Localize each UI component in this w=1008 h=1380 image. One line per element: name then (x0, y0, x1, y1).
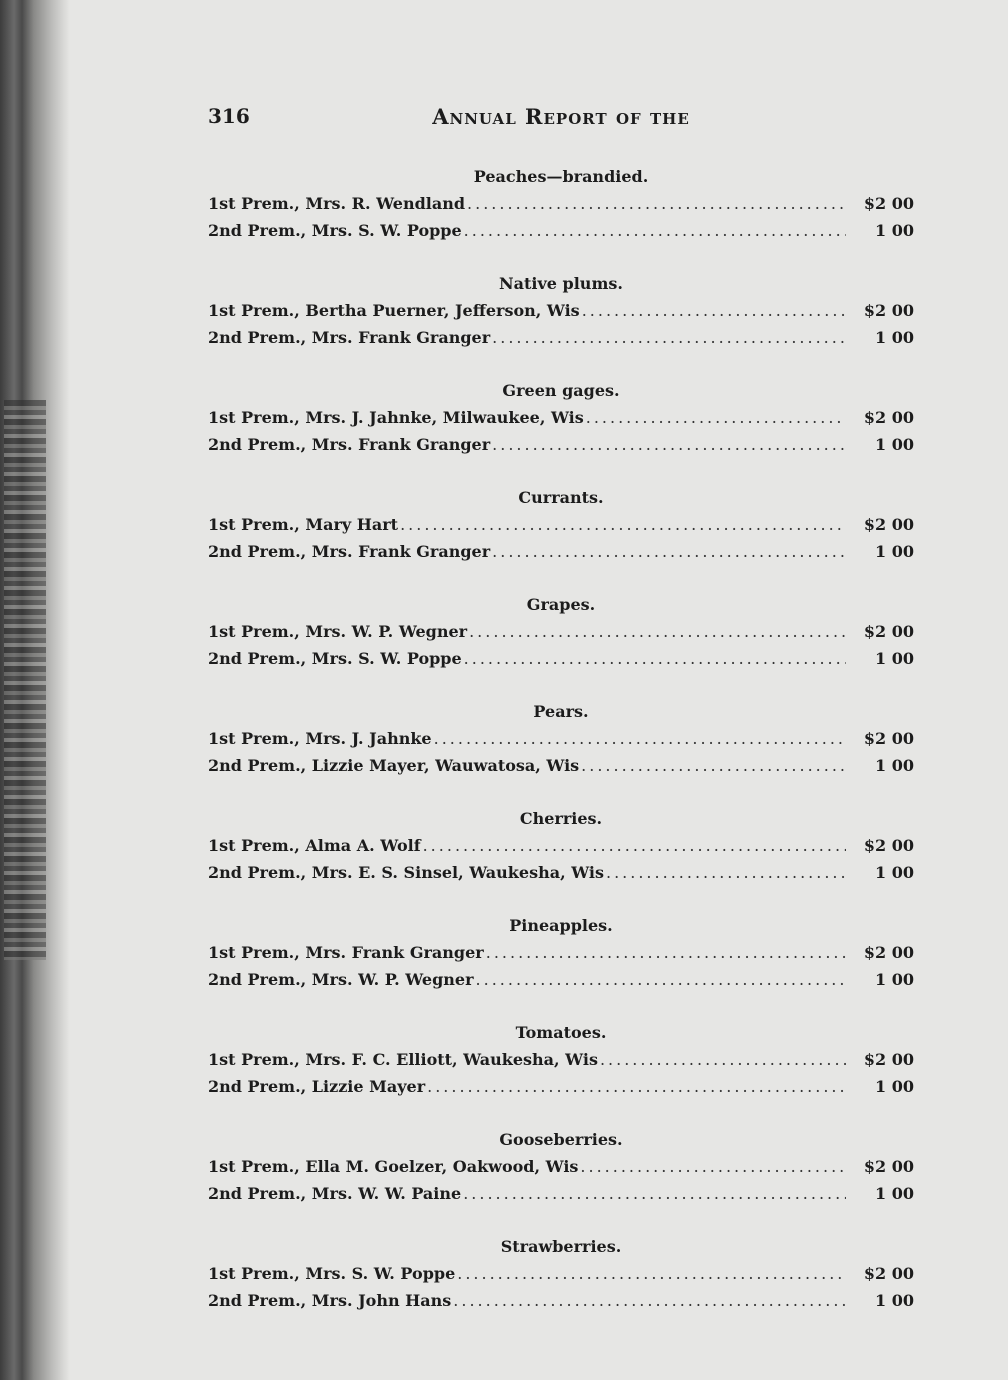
dot-leader (492, 431, 846, 458)
dot-leader (580, 1153, 846, 1180)
premium-section (208, 378, 914, 485)
premium-entry (208, 1153, 914, 1180)
section-title: Gooseberries. (499, 1130, 623, 1149)
entry-winner: 1st Prem., Alma A. Wolf (208, 836, 421, 855)
page-number: 316 (208, 104, 250, 128)
entry-winner: 1st Prem., Bertha Puerner, Jefferson, Wis (208, 301, 580, 320)
entry-amount: $2 00 (863, 194, 914, 213)
section-title: Pineapples. (509, 916, 613, 935)
dot-leader (469, 618, 846, 645)
section-title: Tomatoes. (515, 1023, 607, 1042)
entry-amount: $2 00 (863, 729, 914, 748)
section-title: Peaches—brandied. (473, 167, 649, 186)
premium-section (208, 164, 914, 271)
dot-leader (492, 324, 846, 351)
premium-section (208, 592, 914, 699)
running-head: Annual Report of the (432, 104, 690, 129)
dot-leader (434, 725, 846, 752)
entry-winner: 2nd Prem., Mrs. S. W. Poppe (208, 649, 462, 668)
entry-winner: 1st Prem., Mrs. Frank Granger (208, 943, 484, 962)
premium-section (208, 271, 914, 378)
premium-section (208, 806, 914, 913)
entry-winner: 1st Prem., Mrs. J. Jahnke, Milwaukee, Wis (208, 408, 584, 427)
premium-entry (208, 618, 914, 645)
entry-amount: 1 00 (875, 328, 914, 347)
binding-texture (4, 400, 46, 960)
entry-winner: 2nd Prem., Mrs. W. P. Wegner (208, 970, 474, 989)
page (208, 0, 914, 1380)
premium-entry (208, 1046, 914, 1073)
premium-entry (208, 645, 914, 672)
entry-winner: 2nd Prem., Mrs. W. W. Paine (208, 1184, 462, 1203)
entry-winner: 2nd Prem., Lizzie Mayer (208, 1077, 426, 1096)
entry-winner: 2nd Prem., Mrs. Frank Granger (208, 542, 491, 561)
entry-winner: 2nd Prem., Mrs. Frank Granger (208, 328, 491, 347)
entry-winner: 1st Prem., Mrs. F. C. Elliott, Waukesha, Wis (208, 1050, 598, 1069)
entry-winner: 2nd Prem., Mrs. John Hans (208, 1291, 452, 1310)
section-title: Native plums. (499, 274, 623, 293)
section-title: Currants. (518, 488, 604, 507)
entry-amount: $2 00 (863, 515, 914, 534)
premium-entry (208, 725, 914, 752)
entry-winner: 2nd Prem., Lizzie Mayer, Wauwatosa, Wis (208, 756, 580, 775)
entry-amount: $2 00 (863, 1050, 914, 1069)
entry-winner: 2nd Prem., Mrs. Frank Granger (208, 435, 491, 454)
dot-leader (400, 511, 846, 538)
dot-leader (464, 217, 846, 244)
entry-amount: 1 00 (875, 221, 914, 240)
dot-leader (453, 1287, 846, 1314)
dot-leader (467, 190, 846, 217)
entry-amount: 1 00 (875, 756, 914, 775)
premium-entry (208, 404, 914, 431)
entry-amount: 1 00 (875, 435, 914, 454)
dot-leader (581, 752, 846, 779)
dot-leader (486, 939, 846, 966)
entry-winner: 1st Prem., Mrs. J. Jahnke (208, 729, 432, 748)
premium-entry (208, 939, 914, 966)
entry-winner: 2nd Prem., Mrs. S. W. Poppe (208, 221, 462, 240)
premium-section (208, 913, 914, 1020)
premium-entry (208, 1073, 914, 1100)
premium-entry (208, 1180, 914, 1207)
dot-leader (600, 1046, 846, 1073)
entry-winner: 1st Prem., Mrs. W. P. Wegner (208, 622, 468, 641)
premium-entry (208, 217, 914, 244)
premium-entry (208, 1287, 914, 1314)
premium-entry (208, 297, 914, 324)
entry-amount: $2 00 (863, 1264, 914, 1283)
entry-winner: 1st Prem., Mrs. S. W. Poppe (208, 1264, 456, 1283)
premium-entry (208, 832, 914, 859)
premium-section (208, 1127, 914, 1234)
entry-amount: $2 00 (863, 1157, 914, 1176)
section-title: Cherries. (519, 809, 603, 828)
premium-entry (208, 324, 914, 351)
premium-section (208, 699, 914, 806)
section-title: Strawberries. (500, 1237, 622, 1256)
entry-amount: 1 00 (875, 542, 914, 561)
section-title: Grapes. (526, 595, 596, 614)
dot-leader (476, 966, 846, 993)
entry-amount: 1 00 (875, 1077, 914, 1096)
entry-amount: 1 00 (875, 970, 914, 989)
entry-amount: 1 00 (875, 1291, 914, 1310)
dot-leader (423, 832, 846, 859)
premium-entry (208, 752, 914, 779)
premium-entry (208, 190, 914, 217)
dot-leader (464, 645, 846, 672)
section-title: Green gages. (502, 381, 620, 400)
entry-winner: 1st Prem., Mary Hart (208, 515, 399, 534)
premium-list (208, 164, 914, 1341)
entry-amount: $2 00 (863, 408, 914, 427)
dot-leader (463, 1180, 846, 1207)
premium-section (208, 1234, 914, 1341)
dot-leader (606, 859, 846, 886)
entry-amount: $2 00 (863, 301, 914, 320)
entry-amount: 1 00 (875, 1184, 914, 1203)
entry-winner: 1st Prem., Ella M. Goelzer, Oakwood, Wis (208, 1157, 579, 1176)
premium-entry (208, 538, 914, 565)
entry-winner: 1st Prem., Mrs. R. Wendland (208, 194, 466, 213)
entry-amount: $2 00 (863, 836, 914, 855)
entry-amount: $2 00 (863, 943, 914, 962)
premium-entry (208, 511, 914, 538)
entry-winner: 2nd Prem., Mrs. E. S. Sinsel, Waukesha, Wis (208, 863, 604, 882)
entry-amount: $2 00 (863, 622, 914, 641)
dot-leader (492, 538, 846, 565)
section-title: Pears. (533, 702, 589, 721)
entry-amount: 1 00 (875, 863, 914, 882)
premium-entry (208, 431, 914, 458)
premium-section (208, 485, 914, 592)
dot-leader (427, 1073, 846, 1100)
premium-section (208, 1020, 914, 1127)
dot-leader (582, 297, 846, 324)
book-binding-edge (0, 0, 70, 1380)
page-header (208, 104, 914, 134)
premium-entry (208, 1260, 914, 1287)
entry-amount: 1 00 (875, 649, 914, 668)
dot-leader (586, 404, 846, 431)
dot-leader (457, 1260, 846, 1287)
premium-entry (208, 859, 914, 886)
premium-entry (208, 966, 914, 993)
